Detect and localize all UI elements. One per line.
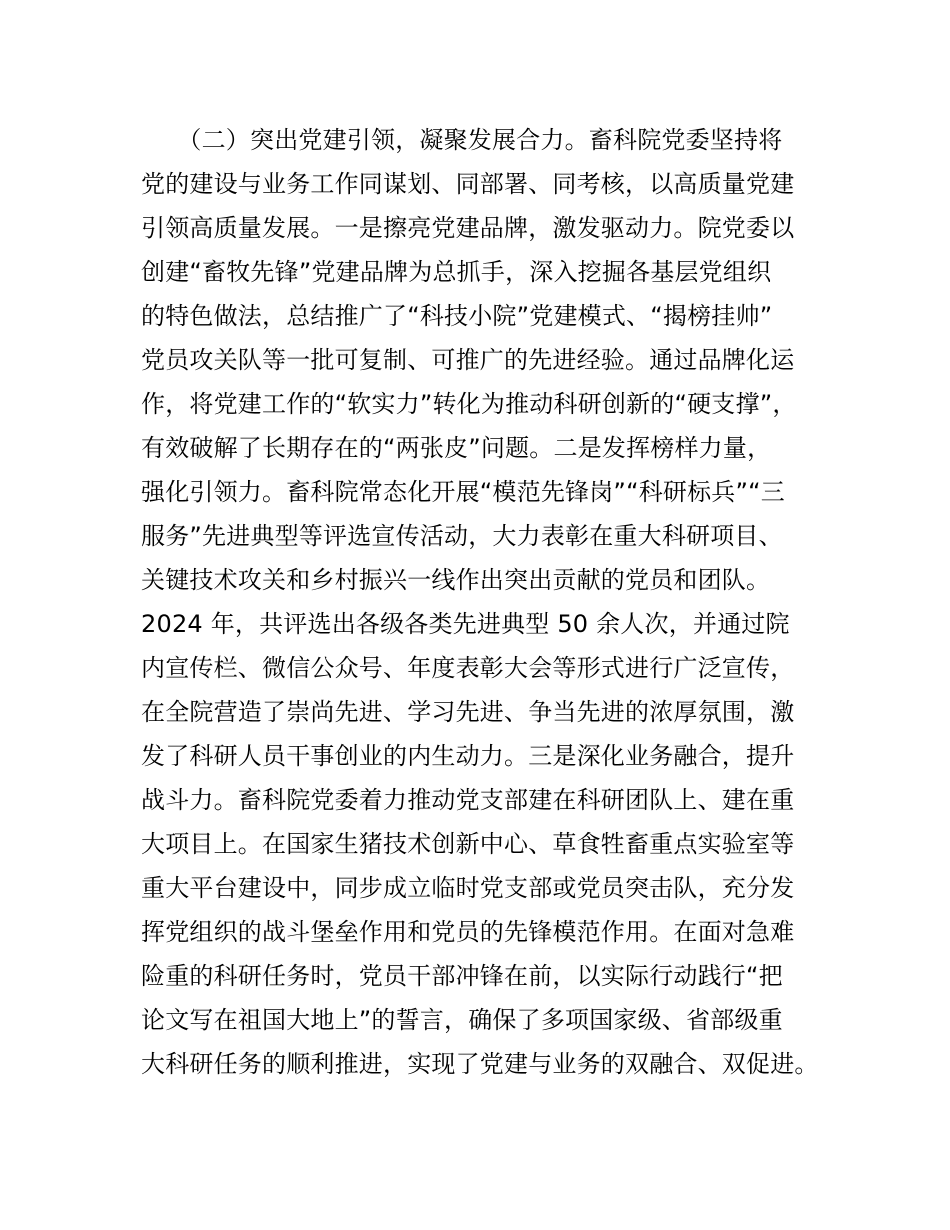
paragraph-line: 内宣传栏、微信公众号、年度表彰大会等形式进行广泛宣传，	[141, 654, 795, 682]
paragraph-line: 战斗力。畜科院党委着力推动党支部建在科研团队上、建在重	[141, 786, 795, 814]
paragraph-line: 引领高质量发展。一是擦亮党建品牌，激发驱动力。院党委以	[141, 214, 795, 242]
paragraph-line: 有效破解了长期存在的“两张皮”问题。二是发挥榜样力量，	[141, 434, 772, 462]
paragraph-line: 关键技术攻关和乡村振兴一线作出突出贡献的党员和团队。	[141, 566, 771, 594]
body-paragraph	[141, 118, 841, 1086]
paragraph-line: 重大平台建设中，同步成立临时党支部或党员突击队，充分发	[141, 874, 795, 902]
paragraph-line: 大项目上。在国家生猪技术创新中心、草食牲畜重点实验室等	[141, 830, 795, 858]
paragraph-line: 强化引领力。畜科院常态化开展“模范先锋岗”“科研标兵”“三	[141, 478, 785, 506]
paragraph-line: 大科研任务的顺利推进，实现了党建与业务的双融合、双促进。	[141, 1050, 819, 1078]
paragraph-line: 险重的科研任务时，党员干部冲锋在前，以实际行动践行“把	[141, 962, 783, 990]
paragraph-line: 挥党组织的战斗堡垒作用和党员的先锋模范作用。在面对急难	[141, 918, 795, 946]
paragraph-line: 2024 年，共评选出各级各类先进典型 50 余人次，并通过院	[141, 610, 790, 638]
paragraph-line: 党的建设与业务工作同谋划、同部署、同考核，以高质量党建	[141, 170, 795, 198]
paragraph-line: 服务”先进典型等评选宣传活动，大力表彰在重大科研项目、	[141, 522, 783, 550]
paragraph-line: 创建“畜牧先锋”党建品牌为总抓手，深入挖掘各基层党组织	[141, 258, 772, 286]
paragraph-line: 党员攻关队等一批可复制、可推广的先进经验。通过品牌化运	[141, 346, 795, 374]
paragraph-line: 的特色做法，总结推广了“科技小院”党建模式、“揭榜挂帅”	[141, 302, 773, 330]
paragraph-line: 发了科研人员干事创业的内生动力。三是深化业务融合，提升	[141, 742, 795, 770]
paragraph-line: 作，将党建工作的“软实力”转化为推动科研创新的“硬支撑”，	[141, 390, 797, 418]
paragraph-line: （二）突出党建引领，凝聚发展合力。畜科院党委坚持将	[141, 126, 783, 154]
paragraph-line: 论文写在祖国大地上”的誓言，确保了多项国家级、省部级重	[141, 1006, 783, 1034]
paragraph-line: 在全院营造了崇尚先进、学习先进、争当先进的浓厚氛围，激	[141, 698, 795, 726]
